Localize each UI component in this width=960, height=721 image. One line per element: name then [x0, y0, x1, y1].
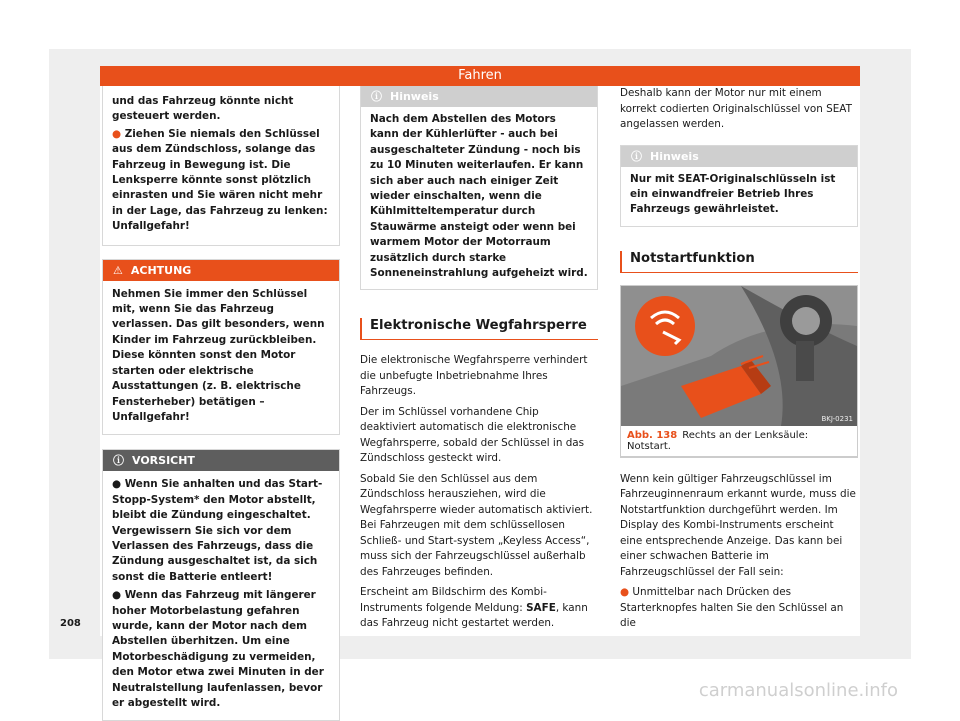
hinweis-text: Nach dem Abstellen des Motors kann der Kühlerlüfter - auch bei ausgeschalteter Zündung - noch bis zu 10 Minuten weiterlaufen. Er kann sich aber auch nach einiger Zeit wieder einschalten, wenn die Kühlmitteltemperatur durch Stauwärme ansteigt oder wenn bei warmem Motor der Motorraum zusätzlich durch starke Sonneneinstrahlung aufgeheizt wird. — [370, 113, 588, 280]
hinweis-title: Hinweis — [390, 90, 439, 103]
watermark: carmanualsonline.info — [698, 680, 898, 701]
section-body — [620, 472, 858, 632]
paragraph: Sobald Sie den Schlüssel aus dem Zündschloss herausziehen, wird die Wegfahrsperre wieder automatisch aktiviert. Bei Fahrzeugen mit dem schlüssellosen Schließ- und Start-system „Keyless Access“, muss sich der Fahrzeugschlüssel außerhalb des Fahrzeuges befinden. — [360, 472, 593, 578]
warning-triangle-icon: ⚠ — [113, 263, 123, 277]
vorsicht-title: VORSICHT — [132, 454, 195, 468]
section-body — [620, 86, 858, 133]
vorsicht-box — [102, 449, 340, 721]
bullet-text: Unmittelbar nach Drücken des Starterknopfes halten Sie den Schlüssel an die — [620, 586, 844, 630]
section-title: Elektronische Wegfahrsperre — [360, 318, 598, 340]
hinweis-box — [360, 86, 598, 290]
warning-cont-text: und das Fahrzeug könnte nicht gesteuert werden. — [112, 95, 294, 123]
bullet-icon: ● — [112, 589, 122, 602]
achtung-header — [103, 260, 339, 281]
column-right — [620, 86, 858, 637]
info-square-icon: ⓘ — [631, 149, 642, 163]
section-body — [360, 353, 598, 632]
bullet-icon: ● — [620, 586, 630, 599]
bullet-icon: ● — [112, 478, 122, 491]
achtung-text: Nehmen Sie immer den Schlüssel mit, wenn Sie das Fahrzeug verlassen. Das gilt besonders, wenn Kinder im Fahrzeug zurückbleiben. Diese könnten sonst den Motor starten oder elektrische Ausstattungen (z. B. elektrische Fensterheber) betätigen – Unfallgefahr! — [112, 287, 325, 423]
column-left — [102, 86, 340, 721]
warning-continuation — [102, 86, 340, 246]
safe-message: SAFE — [526, 601, 556, 614]
warning-cont-bullet: Ziehen Sie niemals den Schlüssel aus dem Zündschloss, solange das Fahrzeug in Bewegung ist. Die Lenksperre könnte sonst plötzlich einrasten und Sie wären nicht mehr in der Lage, das Fahrzeug zu lenken: Unfallgefahr! — [112, 127, 328, 233]
achtung-title: ACHTUNG — [130, 263, 192, 277]
bullet-icon: ● — [112, 127, 122, 140]
figure-code: BKJ-0231 — [821, 414, 853, 423]
figure — [620, 285, 858, 458]
hinweis-box — [620, 145, 858, 227]
section-title: Notstartfunktion — [620, 251, 858, 273]
figure-image — [621, 286, 857, 426]
figure-number: Abb. 138 — [627, 429, 678, 441]
page-number: 208 — [60, 618, 81, 629]
figure-caption: Abb. 138 Rechts an der Lenksäule: Notstart. — [621, 426, 857, 457]
info-circle-icon: ⓘ — [113, 454, 124, 468]
hinweis-text: Nur mit SEAT-Originalschlüsseln ist ein einwandfreier Betrieb Ihres Fahrzeugs gewährleistet. — [630, 172, 836, 216]
info-square-icon: ⓘ — [371, 90, 382, 103]
paragraph: Wenn kein gültiger Fahrzeugschlüssel im Fahrzeuginnenraum erkannt wurde, muss die Notstartfunktion durchgeführt werden. Im Display des Kombi-Instruments erscheint eine entsprechende Anzeige. Das kann bei einer schwachen Batterie im Fahrzeugschlüssel der Fall sein: — [620, 472, 856, 578]
hinweis-header — [621, 146, 857, 167]
hinweis-title: Hinweis — [650, 149, 699, 163]
steering-column-illustration — [621, 286, 857, 426]
column-middle — [360, 86, 598, 637]
paragraph: Der im Schlüssel vorhandene Chip deaktiviert automatisch die elektronische Wegfahrsperre, sobald der Schlüssel in das Zündschloss gesteckt wird. — [360, 405, 585, 465]
paragraph: Deshalb kann der Motor nur mit einem korrekt codierten Originalschlüssel von SEAT angelassen werden. — [620, 87, 852, 130]
hinweis-header — [361, 86, 597, 107]
paragraph: Die elektronische Wegfahrsperre verhindert die unbefugte Inbetriebnahme Ihres Fahrzeugs. — [360, 354, 588, 398]
paragraph: Erscheint am Bildschirm des Kombi-Instruments folgende Meldung: SAFE, kann das Fahrzeug nicht gestartet werden. — [360, 586, 588, 630]
achtung-box — [102, 259, 340, 436]
vorsicht-header — [103, 450, 339, 471]
page-header: Fahren — [100, 66, 860, 86]
vorsicht-bullet-2: Wenn das Fahrzeug mit längerer hoher Motorbelastung gefahren wurde, kann der Motor nach dem Abstellen überhitzen. Um eine Motorbeschädigung zu vermeiden, den Motor etwa zwei Minuten in der Neutralstellung laufenlassen, bevor er abgestellt wird. — [112, 589, 324, 709]
vorsicht-bullet-1: Wenn Sie anhalten und das Start-Stopp-System* den Motor abstellt, bleibt die Zündung eingeschaltet. Vergewissern Sie sich vor dem Verlassen des Fahrzeugs, dass die Zündung ausgeschaltet ist, da sich sonst die Batterie entleert! — [112, 478, 323, 583]
